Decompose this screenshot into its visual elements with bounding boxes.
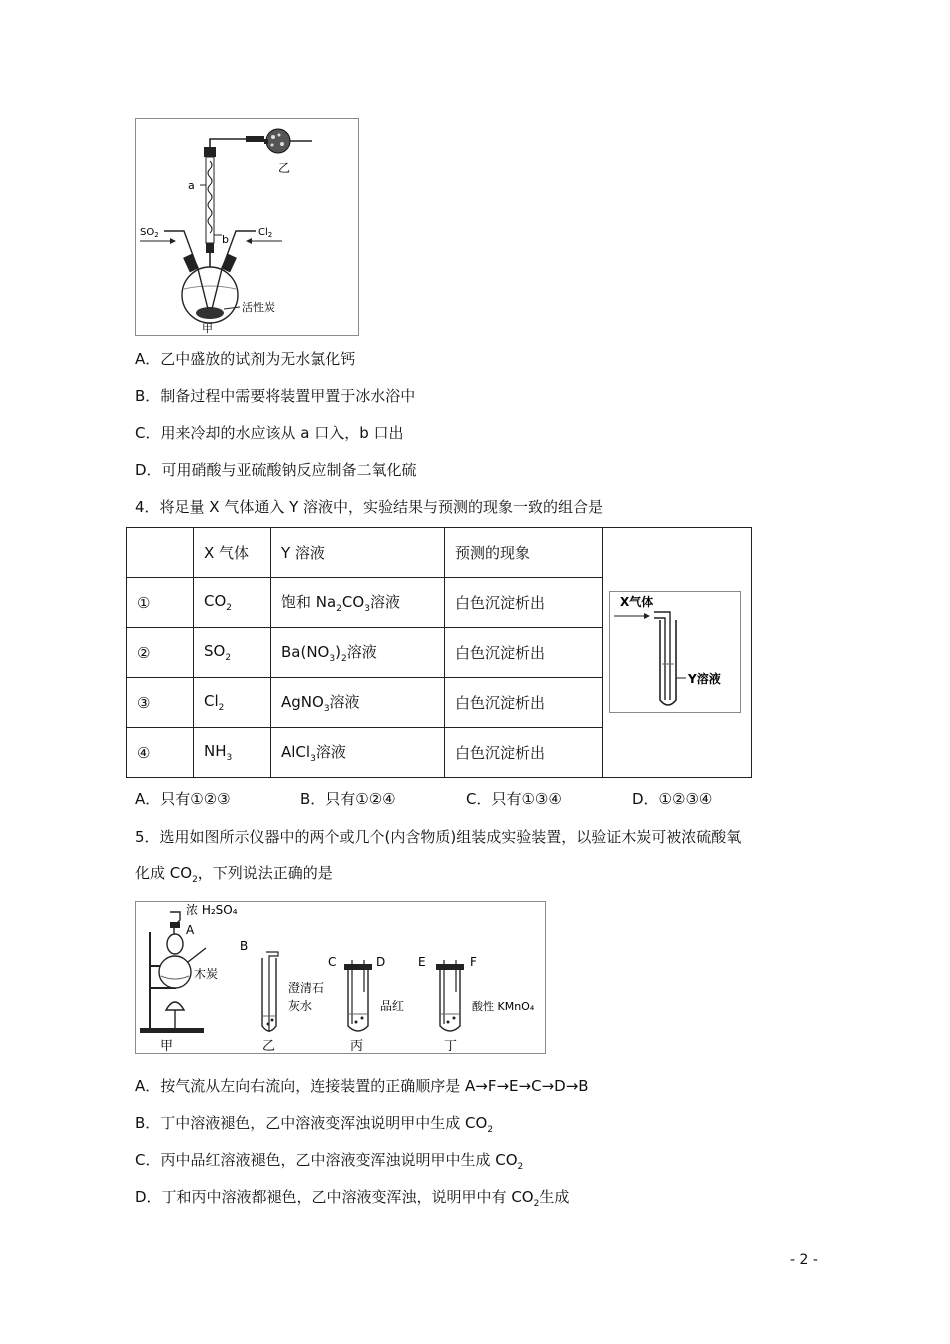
table-header-cell: 预测的现象	[445, 528, 603, 578]
q5-stem-line2: 化成 $CO_2$，下列说法正确的是	[135, 864, 333, 885]
q3-option-a: A．乙中盛放的试剂为无水氯化钙	[135, 350, 356, 368]
x-gas-cell: $SO_2$	[194, 628, 271, 678]
label-charcoal: 木炭	[194, 967, 219, 981]
row-number: ①	[127, 578, 194, 628]
q4-option-d: D．①②③④	[632, 790, 713, 808]
kmno4-tube-icon	[436, 960, 464, 1031]
page-number: - 2 -	[790, 1252, 818, 1268]
table-header-cell: Y 溶液	[271, 528, 445, 578]
figure-sulfuryl-chloride-apparatus	[135, 118, 359, 336]
q3-option-c: C．用来冷却的水应该从 a 口入，b 口出	[135, 424, 404, 442]
table-header-cell	[127, 528, 194, 578]
q5-option-c: C．丙中品红溶液褪色，乙中溶液变浑浊说明甲中生成 $CO_2$	[135, 1151, 524, 1172]
figure-charcoal-sulfuric-acid-apparatus	[135, 901, 546, 1054]
label-limewater-1: 澄清石	[288, 981, 325, 995]
result-cell: 白色沉淀析出	[445, 678, 603, 728]
label-y-solution: Y溶液	[688, 672, 721, 686]
label-conc-acid: 浓 H₂SO₄	[186, 903, 238, 917]
label-bing: 丙	[350, 1039, 364, 1053]
x-gas-cell: $CO_2$	[194, 578, 271, 628]
q4-stem: 4．将足量 X 气体通入 Y 溶液中，实验结果与预测的现象一致的组合是	[135, 498, 604, 516]
y-solution-cell: $Ba(NO_3)_2$溶液	[271, 628, 445, 678]
label-a-port: A	[186, 923, 195, 937]
label-ding: 丁	[444, 1039, 458, 1053]
q3-option-d: D．可用硝酸与亚硫酸钠反应制备二氧化硫	[135, 461, 417, 479]
q4-option-b: B．只有①②④	[300, 790, 396, 808]
q4-option-a: A．只有①②③	[135, 790, 231, 808]
label-yi: 乙	[262, 1039, 276, 1053]
q4-table	[126, 527, 752, 778]
y-solution-cell: AgNO$_3$溶液	[271, 678, 445, 728]
label-b-port: B	[240, 939, 249, 953]
label-d-port: D	[376, 955, 386, 969]
row-number: ②	[127, 628, 194, 678]
x-gas-cell: $NH_3$	[194, 728, 271, 778]
row-number: ③	[127, 678, 194, 728]
y-solution-cell: 饱和 $Na_2CO_3$溶液	[271, 578, 445, 628]
table-header-cell: X 气体	[194, 528, 271, 578]
label-activated-carbon: 活性炭	[242, 301, 275, 314]
row-number: ④	[127, 728, 194, 778]
label-so2: $SO_2$	[140, 227, 159, 239]
drying-tube-icon	[264, 129, 312, 153]
label-jia: 甲	[160, 1039, 174, 1053]
label-a: a	[188, 179, 195, 192]
q5-option-d: D．丁和丙中溶液都褪色，乙中溶液变浑浊，说明甲中有 $CO_2$生成	[135, 1188, 570, 1209]
result-cell: 白色沉淀析出	[445, 728, 603, 778]
label-cl2: $Cl_2$	[258, 227, 273, 239]
label-x-gas: X气体	[620, 595, 654, 609]
condenser-icon	[200, 147, 222, 269]
label-kmno4: 酸性 KMnO₄	[472, 1000, 535, 1013]
result-cell: 白色沉淀析出	[445, 628, 603, 678]
test-tube-icon	[660, 620, 676, 705]
fuchsin-tube-icon	[344, 960, 372, 1031]
label-b: b	[222, 233, 229, 246]
label-limewater-2: 灰水	[288, 999, 313, 1013]
limewater-tube-icon	[262, 952, 278, 1032]
q5-option-a: A．按气流从左向右流向，连接装置的正确顺序是 A→F→E→C→D→B	[135, 1077, 589, 1095]
q4-figure-cell	[603, 528, 752, 778]
label-fuchsin: 品红	[380, 999, 405, 1013]
x-gas-cell: $Cl_2$	[194, 678, 271, 728]
q3-option-b: B．制备过程中需要将装置甲置于冰水浴中	[135, 387, 416, 405]
label-f-port: F	[470, 955, 477, 969]
y-solution-cell: AlCl$_3$溶液	[271, 728, 445, 778]
figure-gas-bubbling-tube	[609, 591, 741, 713]
q5-stem-line1: 5．选用如图所示仪器中的两个或几个(内含物质)组装成实验装置，以验证木炭可被浓硫酸氧	[135, 828, 742, 846]
label-zhi: 乙	[278, 161, 291, 175]
result-cell: 白色沉淀析出	[445, 578, 603, 628]
table-header-row	[127, 528, 752, 578]
q4-option-c: C．只有①③④	[466, 790, 562, 808]
label-e-port: E	[418, 955, 426, 969]
label-jia: 甲	[202, 322, 213, 335]
q5-option-b: B．丁中溶液褪色，乙中溶液变浑浊说明甲中生成 $CO_2$	[135, 1114, 494, 1135]
label-c-port: C	[328, 955, 337, 969]
